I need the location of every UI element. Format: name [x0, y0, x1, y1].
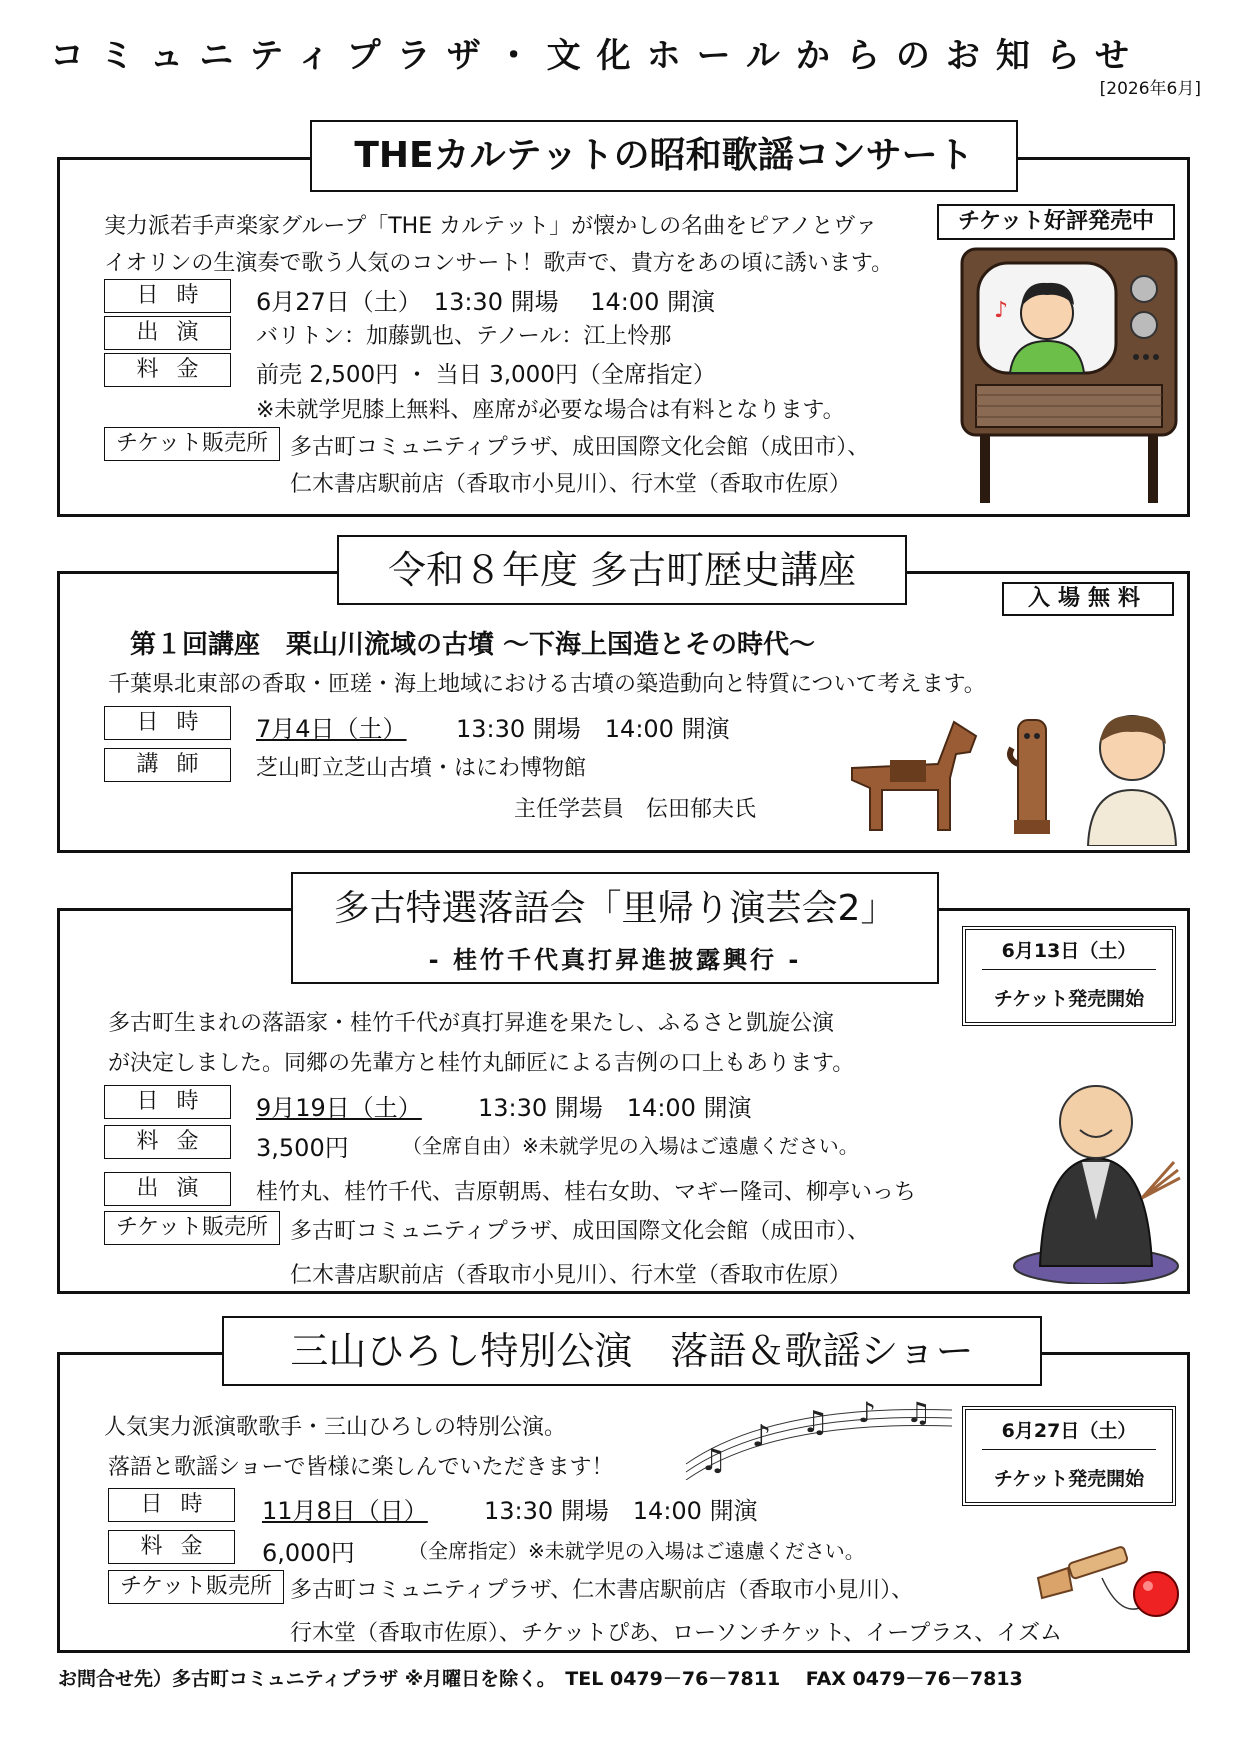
rakugo-tickets-2: 仁木書店駅前店（香取市小見川）、行木堂（香取市佐原）	[290, 1263, 852, 1288]
rakugo-performer-icon	[1010, 1070, 1182, 1284]
concert-tickets-1: 多古町コミュニティプラザ、成田国際文化会館（成田市）、	[290, 435, 870, 460]
haniwa-figure-icon	[1004, 712, 1060, 842]
contact-footer: お問合せ先）多古町コミュニティプラザ ※月曜日を除く。 TEL 0479－76－7811 FAX 0479－76－7813	[58, 1668, 1023, 1690]
rakugo-date-label: 日時	[104, 1085, 231, 1119]
miyama-release-date: 6月27日（土）	[982, 1416, 1156, 1450]
haniwa-horse-icon	[842, 708, 984, 832]
page-title: コミュニティプラザ・文化ホールからのお知らせ	[50, 36, 1145, 76]
miyama-tickets-label: チケット販売所	[108, 1570, 284, 1604]
lecture-desc: 千葉県北東部の香取・匝瑳・海上地域における古墳の築造動向と特質について考えます。	[108, 672, 986, 697]
miyama-desc-1: 人気実力派演歌歌手・三山ひろしの特別公演。	[104, 1415, 567, 1440]
lecture-date-label: 日時	[104, 706, 231, 740]
concert-cast: バリトン：加藤凱也、テノール：江上怜那	[256, 324, 672, 349]
miyama-desc-2: 落語と歌謡ショーで皆様に楽しんでいただきます！	[108, 1455, 614, 1480]
issue-date: [2026年6月]	[1099, 79, 1201, 99]
kendama-icon	[1032, 1538, 1182, 1636]
rakugo-release-text: チケット発売開始	[993, 988, 1145, 1010]
miyama-tickets-2: 行木堂（香取市佐原）、チケットぴあ、ローソンチケット、イープラス、イズム	[290, 1621, 1062, 1646]
lecture-lecturer-2: 主任学芸員 伝田郁夫氏	[514, 797, 757, 822]
concert-desc-2: イオリンの生演奏で歌う人気のコンサート！歌声で、貴方をあの頃に誘います。	[104, 251, 894, 276]
music-notes-icon	[682, 1384, 958, 1480]
svg-text:♫: ♫	[700, 1443, 727, 1478]
concert-note: ※未就学児膝上無料、座席が必要な場合は有料となります。	[256, 398, 845, 423]
concert-date: 6月27日（土） 13:30 開場 14:00 開演	[256, 288, 716, 316]
concert-price: 前売 2,500円 ・ 当日 3,000円（全席指定）	[256, 362, 716, 388]
television-icon	[958, 245, 1180, 507]
rakugo-title: 多古特選落語会「里帰り演芸会2」	[333, 888, 897, 929]
concert-desc-1: 実力派若手声楽家グループ「THE カルテット」が懐かしの名曲をピアノとヴァ	[104, 214, 878, 239]
concert-price-label: 料金	[104, 353, 231, 387]
miyama-price: 6,000円	[262, 1539, 355, 1567]
miyama-tickets-1: 多古町コミュニティプラザ、仁木書店駅前店（香取市小見川）、	[290, 1578, 914, 1603]
rakugo-release-date: 6月13日（土）	[982, 936, 1156, 970]
rakugo-cast-label: 出演	[104, 1172, 231, 1206]
rakugo-time: 13:30 開場 14:00 開演	[478, 1094, 752, 1122]
svg-text:♪: ♪	[752, 1419, 772, 1454]
miyama-release-text: チケット発売開始	[993, 1468, 1145, 1490]
rakugo-price-label: 料金	[104, 1125, 231, 1159]
svg-text:♫: ♫	[906, 1396, 932, 1429]
concert-tickets-label: チケット販売所	[104, 427, 280, 461]
lecture-date: 7月4日（土）	[256, 715, 407, 743]
lecture-lecturer-label: 講師	[104, 748, 231, 782]
rakugo-cast: 桂竹丸、桂竹千代、吉原朝馬、桂右女助、マギー隆司、柳亭いっち	[256, 1180, 917, 1205]
rakugo-desc-1: 多古町生まれの落語家・桂竹千代が真打昇進を果たし、ふるさと凱旋公演	[108, 1011, 835, 1036]
rakugo-desc-2: が決定しました。同郷の先輩方と桂竹丸師匠による吉例の口上もあります。	[108, 1051, 855, 1076]
concert-tickets-2: 仁木書店駅前店（香取市小見川）、行木堂（香取市佐原）	[290, 472, 852, 497]
concert-ticket-badge: チケット好評発売中	[937, 204, 1175, 240]
rakugo-tickets-1: 多古町コミュニティプラザ、成田国際文化会館（成田市）、	[290, 1219, 870, 1244]
lecture-subtitle: 第１回講座 栗山川流域の古墳 ～下海上国造とその時代～	[130, 630, 816, 660]
miyama-time: 13:30 開場 14:00 開演	[484, 1497, 758, 1525]
concert-cast-label: 出演	[104, 316, 231, 350]
miyama-date-label: 日時	[108, 1488, 235, 1522]
miyama-title: 三山ひろし特別公演 落語＆歌謡ショー	[222, 1316, 1042, 1386]
rakugo-release-badge	[962, 926, 1176, 1026]
rakugo-subtitle: - 桂竹千代真打昇進披露興行 -	[428, 946, 802, 974]
miyama-release-badge	[962, 1406, 1176, 1506]
lecture-title: 令和８年度 多古町歴史講座	[337, 535, 907, 605]
rakugo-tickets-label: チケット販売所	[104, 1211, 280, 1245]
lecturer-icon	[1080, 706, 1180, 846]
rakugo-price: 3,500円	[256, 1134, 349, 1162]
lecture-free-badge: 入場無料	[1002, 582, 1174, 616]
svg-text:♪: ♪	[858, 1396, 876, 1429]
miyama-price-label: 料金	[108, 1530, 235, 1564]
lecture-lecturer-1: 芝山町立芝山古墳・はにわ博物館	[256, 756, 587, 781]
lecture-time: 13:30 開場 14:00 開演	[456, 715, 730, 743]
svg-text:♫: ♫	[802, 1405, 829, 1440]
rakugo-price-note: （全席自由）※未就学児の入場はご遠慮ください。	[402, 1134, 859, 1158]
rakugo-date: 9月19日（土）	[256, 1094, 422, 1122]
miyama-date: 11月8日（日）	[262, 1497, 428, 1525]
concert-title: THEカルテットの昭和歌謡コンサート	[310, 120, 1018, 192]
music-note-icon: ♪	[994, 298, 1009, 323]
miyama-price-note: （全席指定）※未就学児の入場はご遠慮ください。	[408, 1539, 865, 1563]
concert-date-label: 日時	[104, 279, 231, 313]
